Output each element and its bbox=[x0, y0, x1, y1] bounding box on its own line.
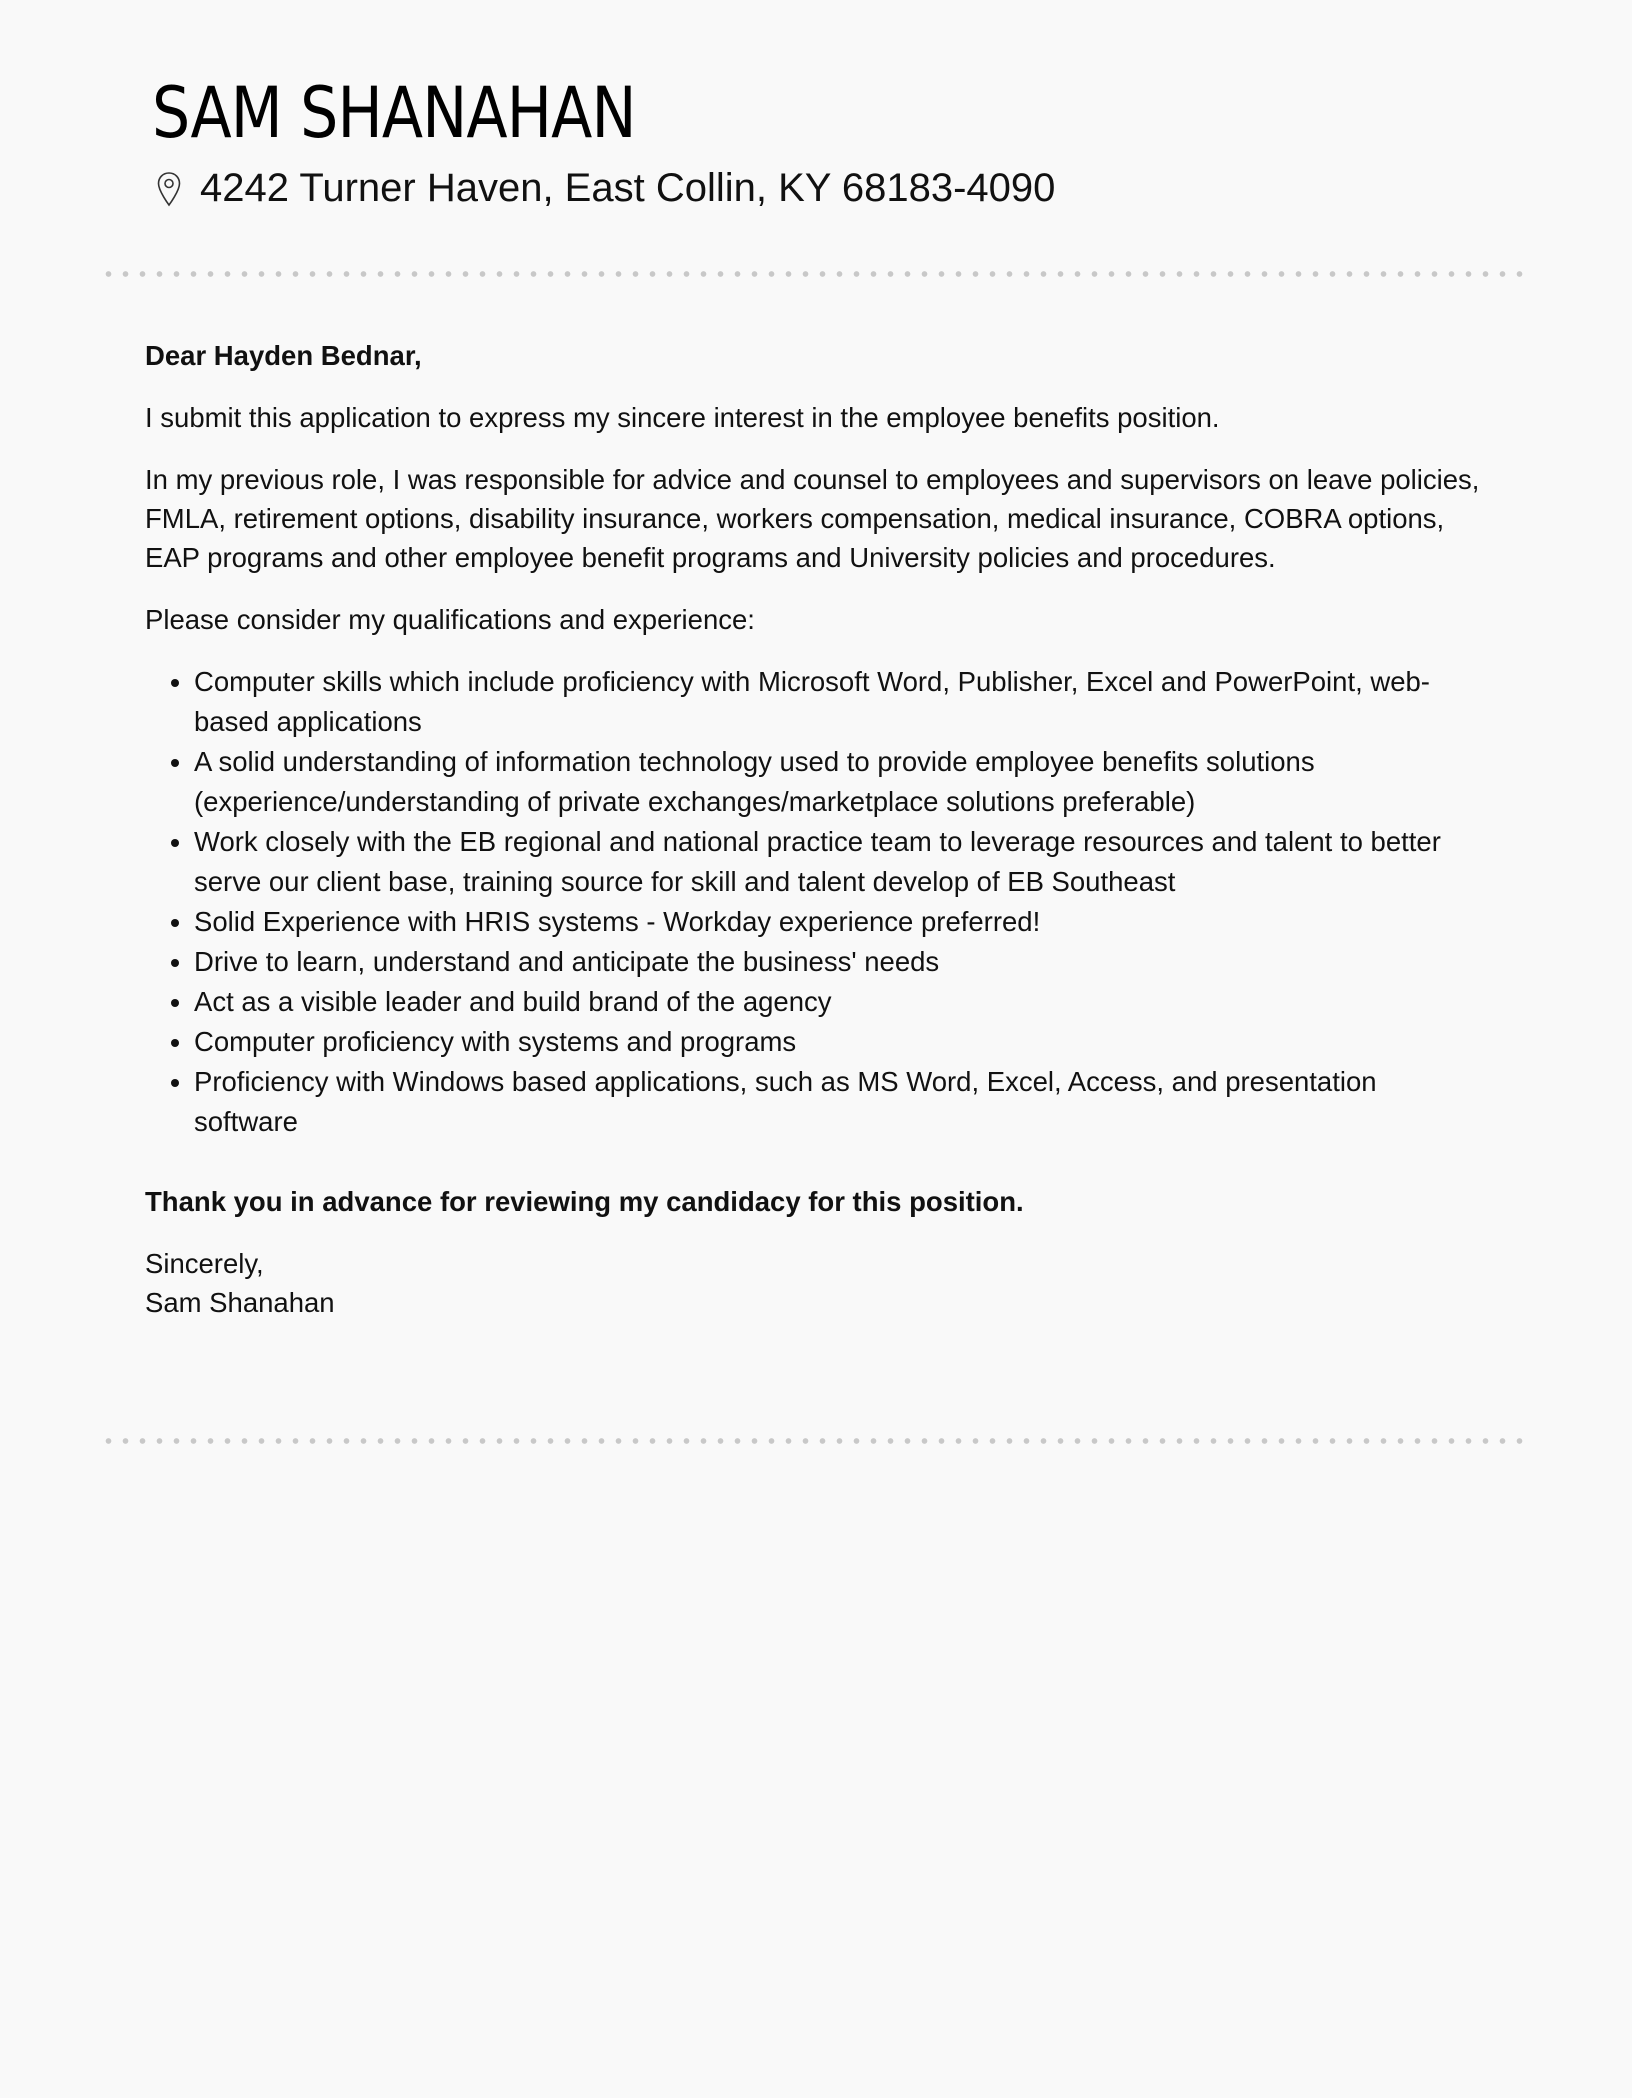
address-text: 4242 Turner Haven, East Collin, KY 68183-4090 bbox=[200, 166, 1056, 210]
map-pin-icon bbox=[156, 171, 182, 207]
address bbox=[156, 166, 1055, 211]
signoff: Sincerely, bbox=[145, 1248, 264, 1279]
list-item: • Work closely with the EB regional and national practice team to leverage resources and talent to better serve our client base, training source for skill and talent develop of EB Southeast bbox=[194, 822, 1485, 902]
list-intro: Please consider my qualifications and experience: bbox=[145, 604, 755, 635]
experience-paragraph: In my previous role, I was responsible for advice and counsel to employees and supervisors on leave policies, FMLA, retirement options, disability insurance, workers compensation, medical insurance, COBRA options, EAP programs and other employee benefit programs and University policies and procedures. bbox=[145, 464, 1480, 573]
list-item: • Act as a visible leader and build brand of the agency bbox=[194, 982, 1485, 1022]
list-item: • Computer proficiency with systems and programs bbox=[194, 1022, 1485, 1062]
applicant-name: SAM SHANAHAN bbox=[152, 72, 636, 154]
list-item: • Proficiency with Windows based applications, such as MS Word, Excel, Access, and presentation software bbox=[194, 1062, 1485, 1142]
signature-name: Sam Shanahan bbox=[145, 1287, 335, 1318]
qualifications-list bbox=[145, 662, 1485, 1142]
list-item: • A solid understanding of information technology used to provide employee benefits solutions (experience/understanding of private exchanges/marketplace solutions preferable) bbox=[194, 742, 1485, 822]
list-item: • Computer skills which include proficiency with Microsoft Word, Publisher, Excel and PowerPoint, web-based applications bbox=[194, 662, 1485, 742]
list-item: • Solid Experience with HRIS systems - Workday experience preferred! bbox=[194, 902, 1485, 942]
dotted-divider-bottom bbox=[100, 1438, 1532, 1444]
closing-statement: Thank you in advance for reviewing my candidacy for this position. bbox=[145, 1186, 1024, 1217]
letter-body bbox=[145, 336, 1485, 1322]
intro-paragraph: I submit this application to express my sincere interest in the employee benefits position. bbox=[145, 402, 1220, 433]
dotted-divider-top bbox=[100, 271, 1532, 277]
greeting: Dear Hayden Bednar, bbox=[145, 340, 422, 371]
signature-block bbox=[145, 1244, 1485, 1322]
list-item: • Drive to learn, understand and anticipate the business' needs bbox=[194, 942, 1485, 982]
